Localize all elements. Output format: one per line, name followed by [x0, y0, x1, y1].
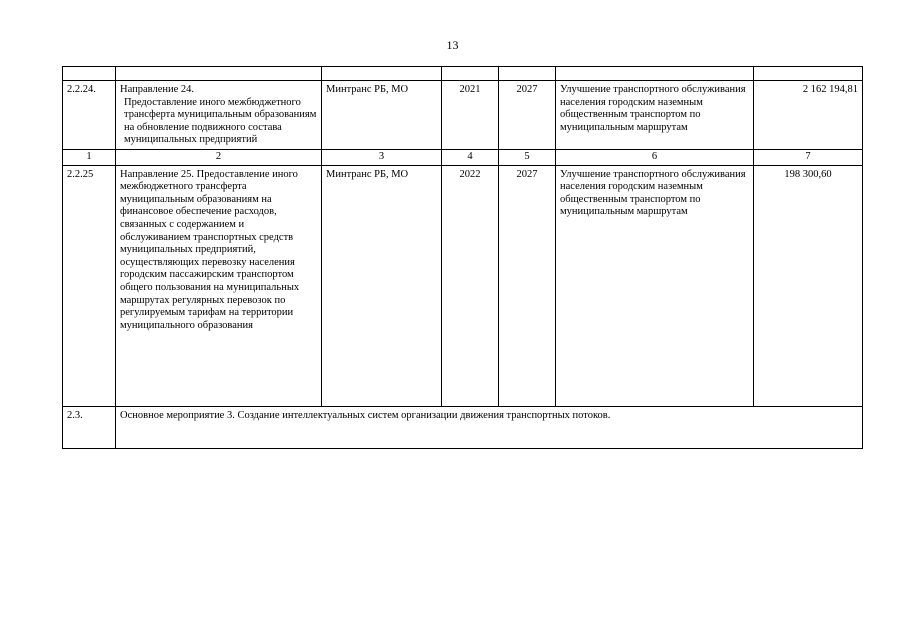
table-row [63, 81, 863, 150]
column-number: 1 [63, 149, 116, 165]
row-code: 2.3. [63, 406, 116, 448]
column-number-row [63, 149, 863, 165]
row-amount: 198 300,60 [754, 165, 863, 406]
column-number: 4 [442, 149, 499, 165]
table-row-top-continuation [63, 67, 863, 81]
measures-table [62, 66, 863, 449]
row-code: 2.2.25 [63, 165, 116, 406]
row-amount: 2 162 194,81 [754, 81, 863, 150]
column-number: 6 [556, 149, 754, 165]
row-result: Улучшение транспортного обслуживания населения городским наземным общественным транспортом по муниципальным маршрутам [556, 81, 754, 150]
row-section-title: Основное мероприятие 3. Создание интеллектуальных систем организации движения транспортных потоков. [116, 406, 863, 448]
table-row [63, 406, 863, 448]
row-year-start: 2021 [442, 81, 499, 150]
column-number: 3 [322, 149, 442, 165]
table-row [63, 165, 863, 406]
row-executor: Минтранс РБ, МО [322, 165, 442, 406]
row-title: Направление 24. [120, 84, 195, 95]
row-executor: Минтранс РБ, МО [322, 81, 442, 150]
row-result: Улучшение транспортного обслуживания населения городским наземным общественным транспортом по муниципальным маршрутам [556, 165, 754, 406]
page-number: 13 [446, 38, 459, 52]
row-description: Направление 25. Предоставление иного межбюджетного трансферта муниципальным образованиям на финансовое обеспечение расходов, связанных с содержанием и обслуживанием транспортных средств муниципальных предприятий, осуществляющих перевозку населения городским пассажирским транспортом общего пользования на муниципальных маршрутах регулярных перевозок по регулируемым тарифам на территории муниципального образования [116, 165, 322, 406]
row-year-end: 2027 [499, 165, 556, 406]
column-number: 7 [754, 149, 863, 165]
column-number: 5 [499, 149, 556, 165]
row-year-start: 2022 [442, 165, 499, 406]
row-description [116, 81, 322, 150]
column-number: 2 [116, 149, 322, 165]
row-description-text: Предоставление иного межбюджетного трансферта муниципальным образованиям на обновление подвижного состава муниципальных предприятий [124, 96, 317, 146]
row-code: 2.2.24. [63, 81, 116, 150]
row-year-end: 2027 [499, 81, 556, 150]
